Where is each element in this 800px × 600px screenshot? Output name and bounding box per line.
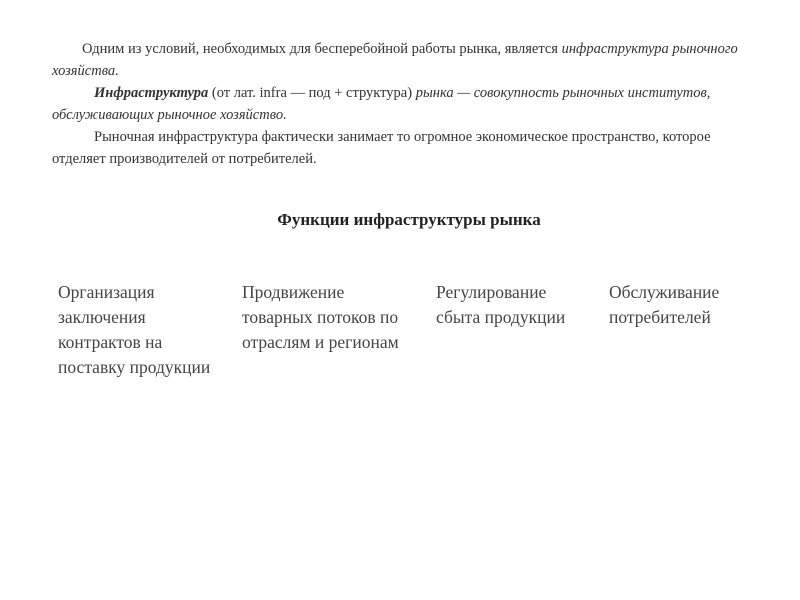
function-item-service: Обслуживание потребителей [609,282,720,327]
p1-italic-text: инфраструктура рыночного хозяйства. [52,41,738,79]
function-item-distribution: Продвижение товарных потоков по отраслям и регионам [242,282,399,352]
intro-paragraph-3: Рыночная инфраструктура фактически занимает то огромное экономическое пространство, которое отделяет производителей от потребителей. [52,129,711,167]
p1-text: Одним из условий, необходимых для бесперебойной работы рынка, является [82,41,562,57]
section-heading: Функции инфраструктуры рынка [277,210,541,229]
function-item-regulation: Регулирование сбыта продукции [436,282,566,327]
intro-paragraph-1 [52,38,752,82]
term-infrastructure: Инфраструктура [94,85,209,101]
p2-italic-text: рынка — совокупность рыночных институтов, обслуживающих рыночное хозяйство. [52,85,711,123]
intro-text [52,38,752,170]
intro-paragraph-2 [52,82,752,126]
function-item-contracts: Организация заключения контрактов на поставку продукции [58,282,211,377]
p2-text: (от лат. infra — под + структура) [208,85,416,101]
